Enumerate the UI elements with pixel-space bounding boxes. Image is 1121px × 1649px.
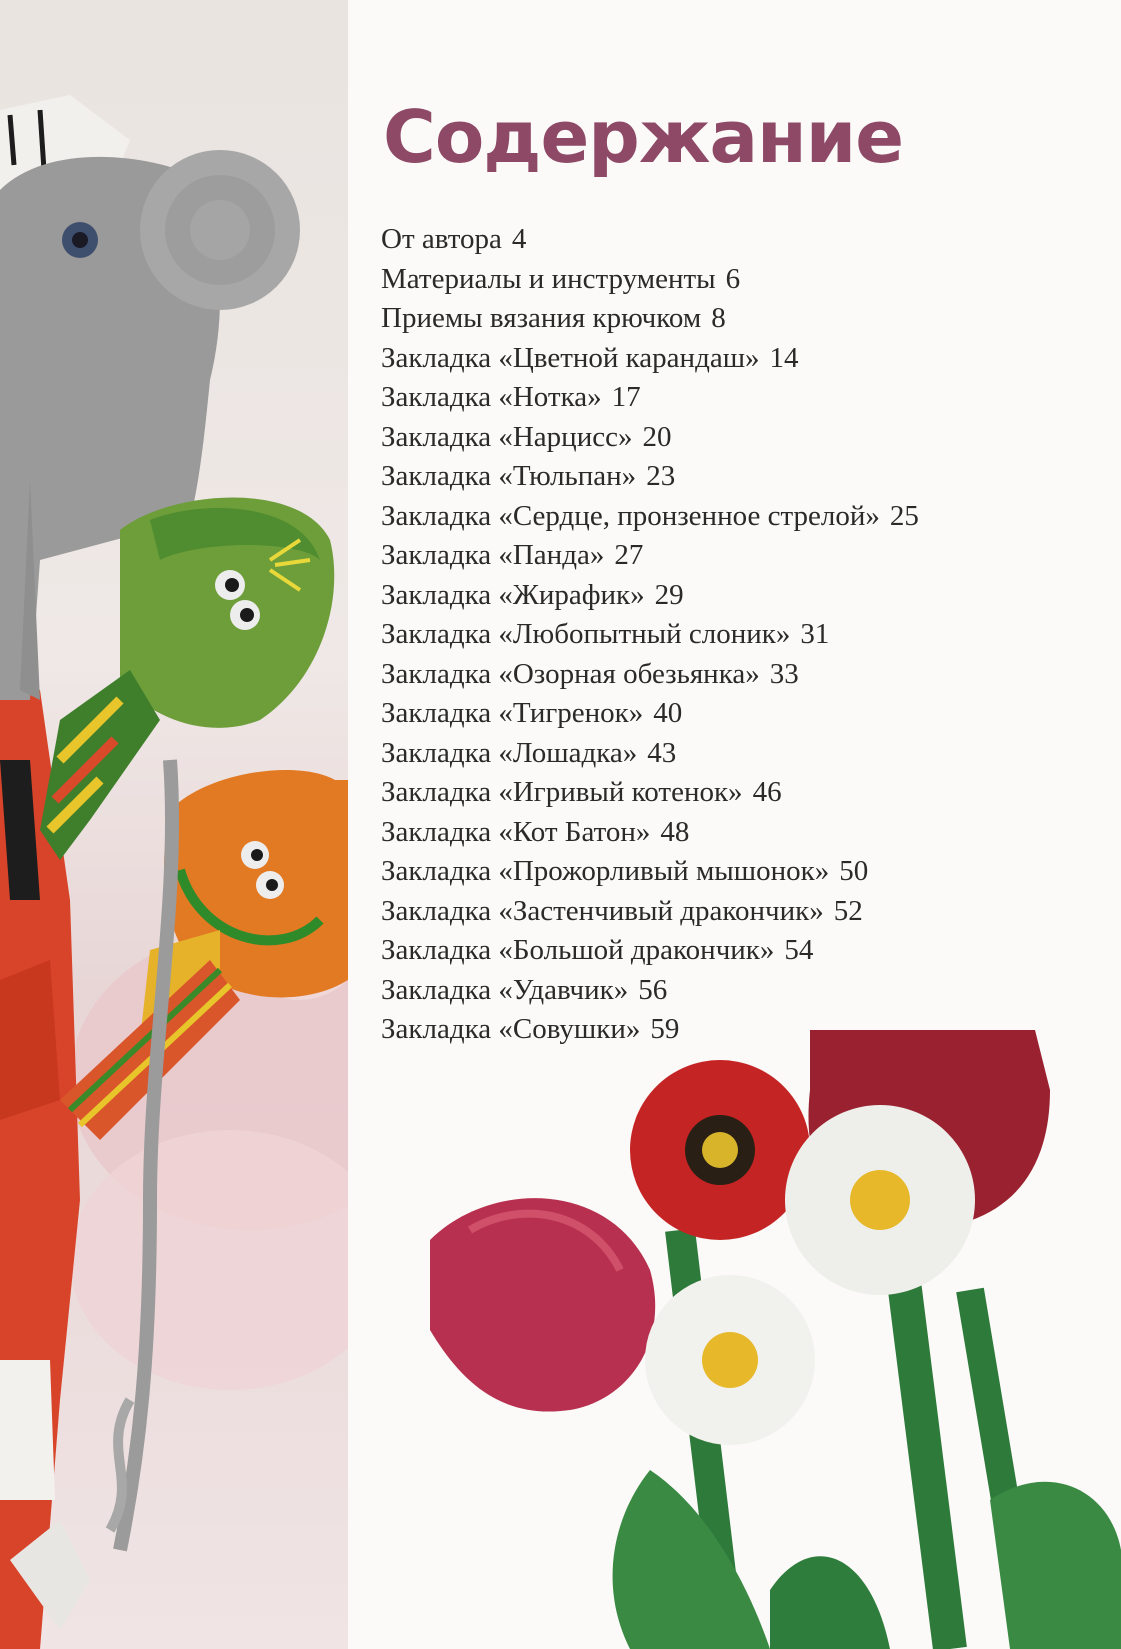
toc-entry	[381, 339, 919, 379]
toc-entry-page: 52	[833, 894, 863, 927]
toc-entry-page: 20	[642, 420, 672, 453]
toc-entry	[381, 655, 919, 695]
toc-entry-page: 33	[769, 657, 799, 690]
toc-entry-label: Закладка «Удавчик»	[381, 973, 629, 1006]
toc-entry	[381, 536, 919, 576]
toc-entry-page: 6	[725, 262, 741, 295]
toc-entry-page: 23	[646, 460, 676, 492]
toc-entry-page: 17	[611, 381, 641, 413]
table-of-contents	[381, 220, 919, 1050]
toc-entry	[381, 852, 919, 892]
toc-entry-label: Закладка «Игривый котенок»	[381, 776, 743, 808]
toc-entry-label: Закладка «Нарцисс»	[381, 420, 633, 453]
toc-entry	[381, 734, 919, 774]
toc-entry-label: Закладка «Жирафик»	[381, 578, 645, 611]
toc-entry-label: Закладка «Тигренок»	[381, 697, 644, 729]
toc-entry	[381, 931, 919, 971]
toc-entry-page: 29	[654, 578, 684, 611]
toc-entry-page: 59	[650, 1013, 680, 1045]
toc-entry-page: 43	[647, 736, 677, 769]
toc-entry	[381, 418, 919, 458]
toc-entry-page: 56	[638, 973, 668, 1006]
toc-entry-page: 48	[660, 815, 690, 848]
toc-entry	[381, 260, 919, 300]
toc-entry-page: 25	[889, 499, 919, 532]
toc-entry-label: Закладка «Панда»	[381, 539, 605, 571]
crochet-flowers-illustration	[430, 1030, 1121, 1649]
toc-entry-label: Закладка «Большой дракончик»	[381, 934, 775, 966]
toc-entry-page: 46	[752, 776, 782, 808]
toc-entry-label: Закладка «Совушки»	[381, 1013, 641, 1045]
toc-entry-label: Закладка «Сердце, пронзенное стрелой»	[381, 499, 880, 532]
crochet-bookmarks-photo	[0, 0, 348, 1649]
toc-entry-label: Закладка «Озорная обезьянка»	[381, 657, 760, 690]
toc-entry	[381, 497, 919, 537]
toc-entry	[381, 971, 919, 1011]
toc-entry-page: 54	[784, 934, 814, 966]
toc-entry-page: 14	[769, 341, 799, 374]
toc-entry-label: Закладка «Лошадка»	[381, 736, 638, 769]
toc-entry	[381, 1010, 919, 1050]
crochet-bookmarks-illustration	[0, 0, 348, 1649]
toc-entry-label: Закладка «Тюльпан»	[381, 460, 637, 492]
toc-entry-page: 40	[653, 697, 683, 729]
toc-entry-label: Приемы вязания крючком	[381, 302, 702, 334]
toc-entry-label: От автора	[381, 223, 502, 255]
toc-entry-page: 4	[511, 223, 527, 255]
toc-entry	[381, 694, 919, 734]
toc-entry-label: Закладка «Прожорливый мышонок»	[381, 855, 830, 887]
toc-entry-page: 27	[614, 539, 644, 571]
toc-entry-label: Закладка «Любопытный слоник»	[381, 618, 791, 650]
page-title: Содержание	[383, 95, 904, 179]
toc-entry	[381, 220, 919, 260]
toc-entry-label: Закладка «Нотка»	[381, 381, 602, 413]
toc-entry	[381, 615, 919, 655]
toc-entry-label: Закладка «Застенчивый дракончик»	[381, 894, 824, 927]
toc-entry	[381, 457, 919, 497]
toc-entry	[381, 299, 919, 339]
toc-entry	[381, 576, 919, 616]
toc-entry-label: Материалы и инструменты	[381, 262, 716, 295]
toc-entry	[381, 773, 919, 813]
crochet-flowers-photo	[430, 1030, 1121, 1649]
toc-entry-label: Закладка «Кот Батон»	[381, 815, 651, 848]
toc-entry-page: 8	[711, 302, 726, 334]
toc-entry-page: 31	[800, 618, 830, 650]
toc-entry	[381, 892, 919, 932]
toc-entry	[381, 378, 919, 418]
toc-entry	[381, 813, 919, 853]
toc-entry-label: Закладка «Цветной карандаш»	[381, 341, 760, 374]
toc-entry-page: 50	[839, 855, 869, 887]
